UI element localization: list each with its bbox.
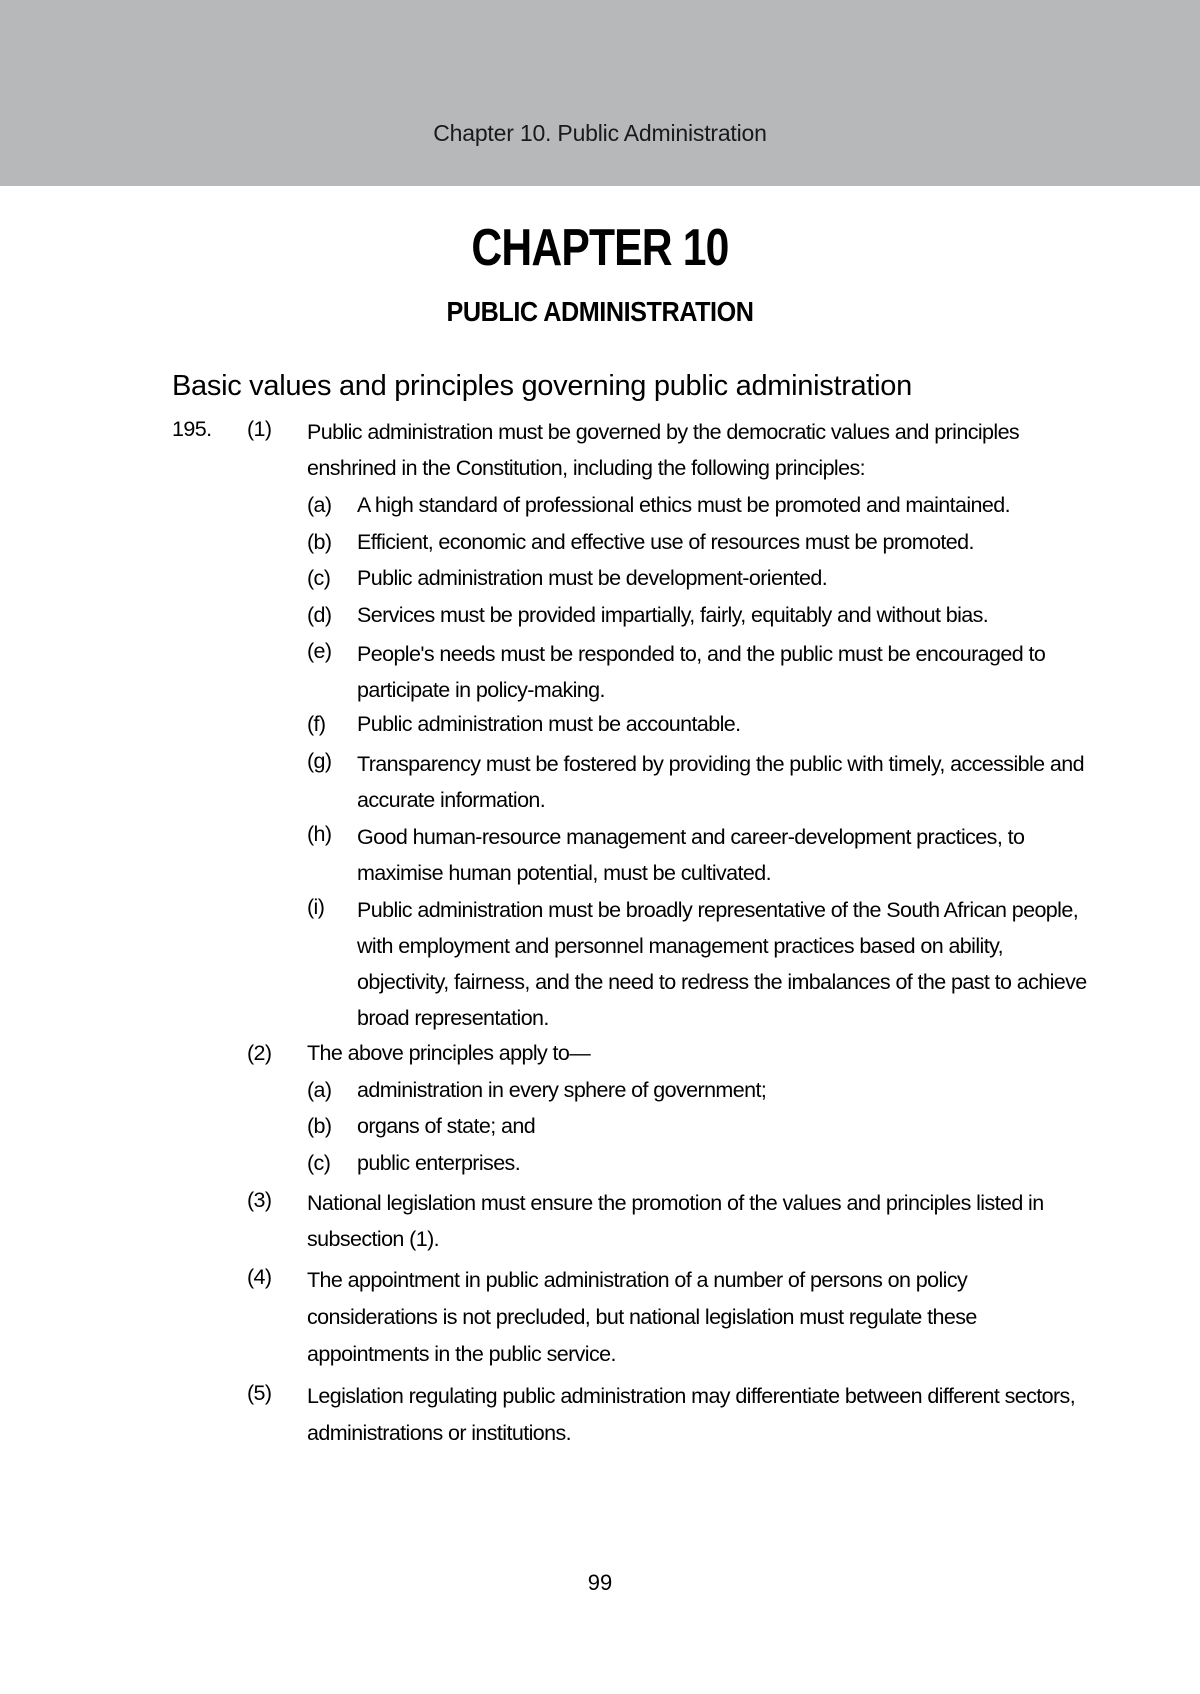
paragraph-label: (c)	[307, 1151, 331, 1175]
running-head: Chapter 10. Public Administration	[433, 120, 767, 146]
section-heading: Basic values and principles governing public administration	[172, 370, 912, 402]
subsection-label: (4)	[247, 1265, 272, 1289]
paragraph-label: (e)	[307, 639, 332, 663]
paragraph-label: (h)	[307, 822, 332, 846]
paragraph-text: administration in every sphere of government;	[357, 1078, 767, 1102]
paragraph-text: Transparency must be fostered by providing the public with timely, accessible and accurate information.	[357, 752, 1084, 812]
subsection-text: Public administration must be governed by the democratic values and principles enshrined in the Constitution, including the following principles:	[307, 420, 1020, 480]
section-number: 195.	[172, 417, 212, 441]
paragraph-text: Services must be provided impartially, fairly, equitably and without bias.	[357, 603, 989, 627]
paragraph-text: Public administration must be accountable.	[357, 712, 741, 736]
paragraph-label: (d)	[307, 603, 332, 627]
paragraph-label: (a)	[307, 493, 332, 517]
paragraph-text: public enterprises.	[357, 1151, 521, 1175]
paragraph-text: Public administration must be development-oriented.	[357, 566, 828, 590]
subsection-text: The appointment in public administration of a number of persons on policy considerations is not precluded, but national legislation must regulate these appointments in the public service.	[307, 1268, 977, 1366]
paragraph-label: (g)	[307, 749, 332, 773]
paragraph-text: A high standard of professional ethics must be promoted and maintained.	[357, 493, 1010, 517]
paragraph-label: (b)	[307, 530, 332, 554]
paragraph-label: (i)	[307, 895, 325, 919]
paragraph-label: (a)	[307, 1078, 332, 1102]
page-number: 99	[587, 1570, 613, 1595]
chapter-number: CHAPTER 10	[471, 219, 729, 277]
paragraph-text: Good human-resource management and career-development practices, to maximise human potential, must be cultivated.	[357, 825, 1025, 885]
subsection-label: (2)	[247, 1041, 272, 1065]
paragraph-label: (f)	[307, 712, 326, 736]
subsection-text: Legislation regulating public administration may differentiate between different sectors, administrations or institutions.	[307, 1384, 1076, 1445]
subsection-label: (3)	[247, 1188, 272, 1212]
paragraph-text: organs of state; and	[357, 1114, 536, 1138]
paragraph-label: (c)	[307, 566, 331, 590]
header-band	[0, 0, 1200, 186]
chapter-title: PUBLIC ADMINISTRATION	[446, 296, 754, 327]
paragraph-label: (b)	[307, 1114, 332, 1138]
subsection-text: National legislation must ensure the promotion of the values and principles listed in subsection (1).	[307, 1191, 1044, 1251]
subsection-text: The above principles apply to—	[307, 1041, 591, 1065]
subsection-label: (5)	[247, 1381, 272, 1405]
paragraph-text: Efficient, economic and effective use of resources must be promoted.	[357, 530, 974, 554]
paragraph-text: Public administration must be broadly representative of the South African people, with employment and personnel management practices based on ability, objectivity, fairness, and the need to redress the imbalances of the past to achieve broad representation.	[357, 898, 1087, 1030]
paragraph-text: People's needs must be responded to, and the public must be encouraged to participate in policy-making.	[357, 642, 1046, 702]
subsection-label: (1)	[247, 417, 272, 441]
